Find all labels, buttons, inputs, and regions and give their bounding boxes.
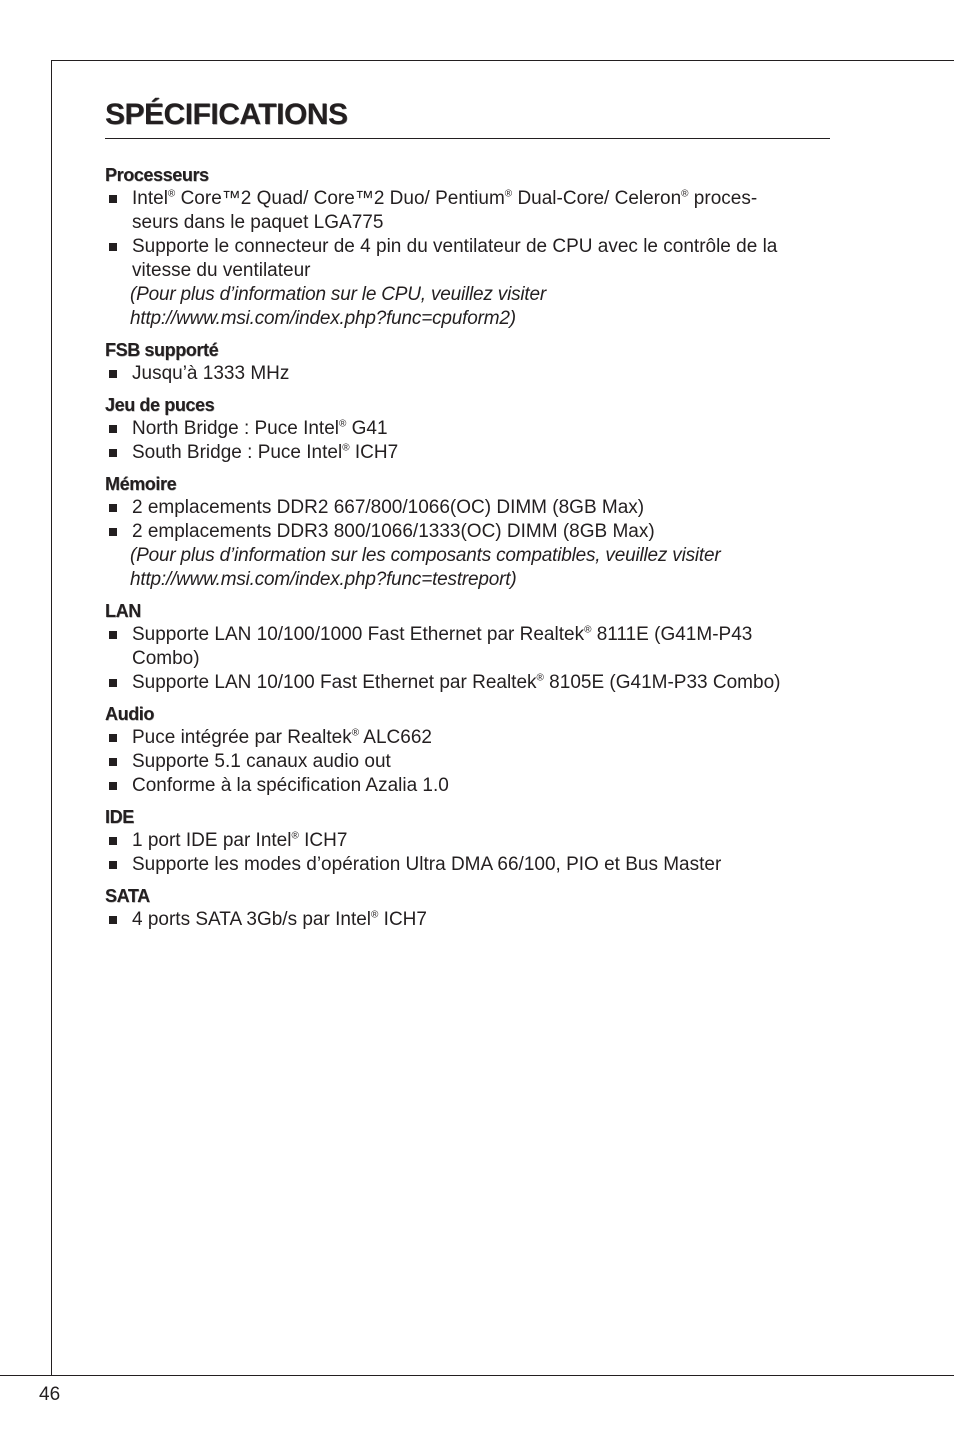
item-text: Supporte le connecteur de 4 pin du ventilateur de CPU avec le contrôle de la (132, 236, 778, 257)
item-text: proces- (688, 188, 758, 209)
spec-section (105, 393, 830, 465)
frame-top-rule (51, 60, 954, 61)
list-item (105, 496, 830, 520)
spec-section (105, 338, 830, 386)
spec-section (105, 163, 830, 331)
square-bullet-icon (109, 679, 117, 687)
list-item (105, 829, 830, 853)
item-text: seurs dans le paquet LGA775 (132, 212, 384, 233)
item-text: Supporte LAN 10/100 Fast Ethernet par Realtek (132, 672, 537, 693)
item-text: Supporte LAN 10/100/1000 Fast Ethernet par Realtek (132, 624, 585, 645)
item-text: Jusqu’à 1333 MHz (132, 363, 290, 384)
item-text: Combo) (132, 648, 200, 669)
item-text: ICH7 (298, 830, 348, 851)
registered-mark: ® (371, 909, 379, 921)
square-bullet-icon (109, 243, 117, 251)
item-text: G41 (346, 418, 388, 439)
item-text: Supporte 5.1 canaux audio out (132, 751, 391, 772)
registered-mark: ® (584, 624, 592, 636)
item-text: Core™2 Quad/ Core™2 Duo/ Pentium (175, 188, 505, 209)
list-item (105, 726, 830, 750)
item-text: Supporte les modes d’opération Ultra DMA 66/100, PIO et Bus Master (132, 854, 722, 875)
page-number: 46 (39, 1384, 61, 1405)
item-text: Conforme à la spécification Azalia 1.0 (132, 775, 449, 796)
item-text: Puce intégrée par Realtek (132, 727, 352, 748)
registered-mark: ® (167, 188, 176, 200)
section-heading: Processeurs (105, 165, 209, 185)
section-heading: IDE (105, 807, 134, 827)
registered-mark: ® (351, 727, 360, 739)
section-heading: FSB supporté (105, 340, 219, 360)
square-bullet-icon (109, 528, 117, 536)
square-bullet-icon (109, 504, 117, 512)
page-title: SPÉCIFICATIONS (105, 96, 830, 139)
info-note: (Pour plus d’information sur les composants compatibles, veuillez visiter (130, 545, 721, 566)
list-item (105, 520, 830, 544)
item-text: 1 port IDE par Intel (132, 830, 292, 851)
item-text: Dual-Core/ Celeron (512, 188, 682, 209)
square-bullet-icon (109, 631, 117, 639)
section-heading: Audio (105, 704, 154, 724)
item-text: 8111E (G41M-P43 (591, 624, 753, 645)
item-text: North Bridge : Puce Intel (132, 418, 339, 439)
registered-mark: ® (504, 188, 513, 200)
spec-section (105, 884, 830, 932)
item-text: ALC662 (359, 727, 432, 748)
spec-section (105, 805, 830, 877)
registered-mark: ® (291, 830, 299, 842)
frame-bottom-rule (0, 1375, 954, 1376)
section-heading: Jeu de puces (105, 395, 215, 415)
item-text: 8105E (G41M-P33 Combo) (543, 672, 781, 693)
info-note: http://www.msi.com/index.php?func=cpuform2) (130, 308, 516, 329)
list-item (105, 441, 830, 465)
square-bullet-icon (109, 370, 117, 378)
square-bullet-icon (109, 916, 117, 924)
frame-left-rule (51, 60, 52, 1375)
square-bullet-icon (109, 861, 117, 869)
list-item (105, 623, 830, 671)
item-text: vitesse du ventilateur (132, 260, 311, 281)
spec-section (105, 599, 830, 695)
square-bullet-icon (109, 734, 117, 742)
section-heading: SATA (105, 886, 150, 906)
info-note: http://www.msi.com/index.php?func=testreport) (130, 569, 517, 590)
info-note: (Pour plus d’information sur le CPU, veuillez visiter (130, 284, 547, 305)
section-heading: LAN (105, 601, 141, 621)
square-bullet-icon (109, 782, 117, 790)
item-text: ICH7 (378, 909, 427, 930)
spec-sections (105, 163, 830, 932)
item-text: 4 ports SATA 3Gb/s par Intel (132, 909, 372, 930)
list-item (105, 908, 830, 932)
item-text: 2 emplacements DDR2 667/800/1066(OC) DIMM (8GB Max) (132, 497, 645, 518)
square-bullet-icon (109, 837, 117, 845)
section-heading: Mémoire (105, 474, 177, 494)
list-item (105, 750, 830, 774)
list-item (105, 362, 830, 386)
list-item (105, 417, 830, 441)
list-item (105, 235, 830, 283)
registered-mark: ® (681, 188, 689, 200)
list-item (105, 853, 830, 877)
registered-mark: ® (536, 672, 544, 684)
list-item (105, 671, 830, 695)
list-item (105, 774, 830, 798)
registered-mark: ® (339, 418, 347, 430)
item-text: South Bridge : Puce Intel (132, 442, 343, 463)
square-bullet-icon (109, 449, 117, 457)
item-text: Intel (132, 188, 168, 209)
list-item (105, 187, 830, 235)
spec-section (105, 702, 830, 798)
page-content (105, 96, 830, 939)
item-text: ICH7 (349, 442, 399, 463)
square-bullet-icon (109, 425, 117, 433)
spec-section (105, 472, 830, 592)
item-text: 2 emplacements DDR3 800/1066/1333(OC) DIMM (8GB Max) (132, 521, 655, 542)
registered-mark: ® (342, 442, 350, 454)
square-bullet-icon (109, 758, 117, 766)
square-bullet-icon (109, 195, 117, 203)
